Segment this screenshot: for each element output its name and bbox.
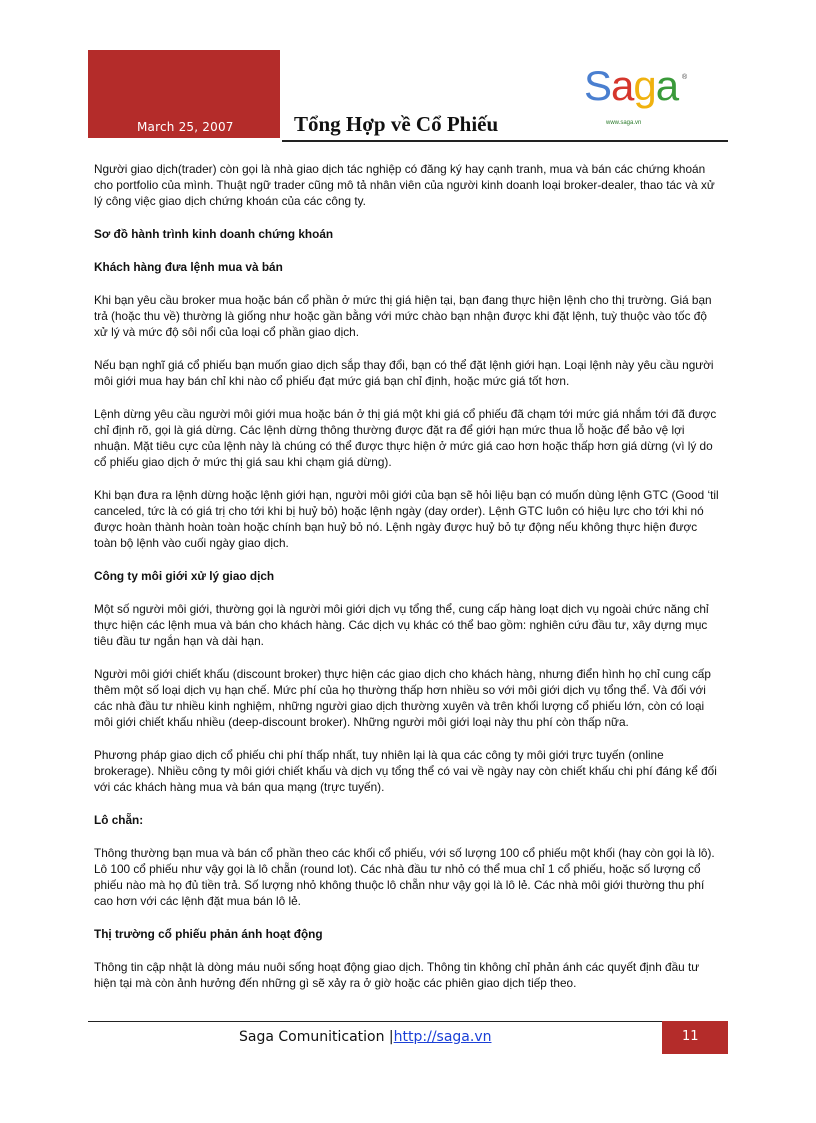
document-body <box>94 161 722 1008</box>
footer-rule <box>88 1021 662 1022</box>
logo-letter: S <box>584 62 612 109</box>
footer-link[interactable]: http://saga.vn <box>393 1029 492 1045</box>
paragraph: Người giao dịch(trader) còn gọi là nhà giao dịch tác nghiệp có đăng ký hay cạnh tranh, mua và bán các chứng khoán cho portfolio của mình. Thuật ngữ trader cũng mô tả nhân viên của người kinh doanh loại broker-dealer, thao tác và xử lý công việc giao dịch chứng khoán của các công ty. <box>94 162 715 208</box>
registered-mark: ® <box>682 74 688 81</box>
section-heading: Lô chẵn: <box>94 813 144 827</box>
footer-company: Saga Comunitication | <box>239 1029 394 1045</box>
paragraph: Phương pháp giao dịch cổ phiếu chi phí thấp nhất, tuy nhiên lại là qua các công ty môi giới trực tuyến (online brokerage). Nhiều công ty môi giới chiết khấu và dịch vụ tổng thể có vai về ngày nay còn chiết khấu chi phí đáng kể đối với các khách hàng mua và bán qua mạng (trực tuyến). <box>94 748 717 794</box>
paragraph: Khi bạn đưa ra lệnh dừng hoặc lệnh giới hạn, người môi giới của bạn sẽ hỏi liệu bạn có muốn dùng lệnh GTC (Good ‘til canceled, tức là có giá trị cho tới khi bị huỷ bỏ) hoặc lệnh ngày (day order). Lệnh GTC luôn có hiệu lực cho tới khi nó được hoàn thành hoàn toàn hoặc chính bạn huỷ bỏ nó. Lệnh ngày được huỷ bỏ tự động nếu không thực hiện được toàn bộ lệnh vào cuối ngày giao dịch. <box>94 488 719 550</box>
logo-letter: g <box>633 62 656 109</box>
page-number: 11 <box>682 1029 699 1044</box>
paragraph: Thông thường bạn mua và bán cổ phần theo các khối cổ phiếu, với số lượng 100 cổ phiếu một khối (hay còn gọi là lô). Lô 100 cổ phiếu như vậy gọi là lô chẵn (round lot). Các nhà đầu tư nhỏ có thể mua chỉ 1 cổ phiếu, hoặc số lượng cổ phiếu nào mà họ đủ tiền trả. Số lượng nhỏ không thuộc lô chẵn như vậy gọi là lô lẻ. Các nhà môi giới thường thu phí cao hơn với các lệnh đặt mua bán lô lẻ. <box>94 846 715 908</box>
header-rule <box>282 140 728 142</box>
saga-logo-wordmark <box>584 64 694 108</box>
footer-text <box>239 1029 491 1045</box>
document-title: Tổng Hợp về Cổ Phiếu <box>294 112 499 136</box>
paragraph: Nếu bạn nghĩ giá cổ phiếu bạn muốn giao dịch sắp thay đổi, bạn có thể đặt lệnh giới hạn. Loại lệnh này yêu cầu người môi giới mua hay bán chỉ khi nào cổ phiếu đạt mức giá bạn chỉ định, hoặc mức giá tốt hơn. <box>94 358 714 388</box>
section-heading: Thị trường cổ phiếu phản ánh hoạt động <box>94 927 323 941</box>
header-date: March 25, 2007 <box>137 120 234 134</box>
section-heading: Công ty môi giới xử lý giao dịch <box>94 569 275 583</box>
page-number-box <box>662 1021 728 1054</box>
logo-letter: a <box>655 62 679 109</box>
logo-url: www.saga.vn <box>606 120 642 126</box>
paragraph: Một số người môi giới, thường gọi là người môi giới dịch vụ tổng thể, cung cấp hàng loạt dịch vụ ngoài chức năng chỉ thực hiện các lệnh mua và bán cho khách hàng. Các dịch vụ khác có thể bao gồm: nghiên cứu đầu tư, xây dựng mục tiêu đầu tư ngắn hạn và dài hạn. <box>94 602 709 648</box>
saga-logo <box>584 64 694 128</box>
section-heading: Khách hàng đưa lệnh mua và bán <box>94 260 283 274</box>
paragraph: Lệnh dừng yêu cầu người môi giới mua hoặc bán ở thị giá một khi giá cổ phiếu đã chạm tới mức giá nhắm tới đã được chỉ định rõ, gọi là giá dừng. Các lệnh dừng thông thường được đặt ra để giới hạn mức thua lỗ hoặc để bảo vệ lợi nhuận. Mặt tiêu cực của lệnh này là chúng có thể được thực hiện ở mức giá cao hơn hoặc thấp hơn giá dừng (vì lý do cổ phiếu giao dịch ở mức thị giá sau khi chạm giá dừng). <box>94 407 717 469</box>
paragraph: Người môi giới chiết khấu (discount broker) thực hiện các giao dịch cho khách hàng, nhưng điển hình họ chỉ cung cấp thêm một số loại dịch vụ hạn chế. Mức phí của họ thường thấp hơn nhiều so với môi giới dịch vụ tổng thể. Và đối với các nhà đầu tư nhiều kinh nghiệm, những người giao dịch thường xuyên và trên khối lượng cổ phiếu lớn, còn có loại môi giới chiết khấu nhiều (deep-discount broker). Những người môi giới loại này thu phí còn thấp nữa. <box>94 667 711 729</box>
paragraph: Thông tin cập nhật là dòng máu nuôi sống hoạt động giao dịch. Thông tin không chỉ phản ánh các quyết định đầu tư hiện tại mà còn ảnh hưởng đến những gì sẽ xảy ra ở giờ hoặc các phiên giao dịch tiếp theo. <box>94 960 700 990</box>
logo-letter: a <box>611 62 634 109</box>
section-heading: Sơ đồ hành trình kinh doanh chứng khoán <box>94 227 334 241</box>
paragraph: Khi bạn yêu cầu broker mua hoặc bán cổ phần ở mức thị giá hiện tại, bạn đang thực hiện lệnh cho thị trường. Giá bạn trả (hoặc thu về) thường là giống như hoặc gần bằng với mức chào bạn nhận được khi đặt lệnh, tuỳ thuộc vào tốc độ xử lý và mức độ sôi nổi của loại cổ phần giao dịch. <box>94 293 712 339</box>
